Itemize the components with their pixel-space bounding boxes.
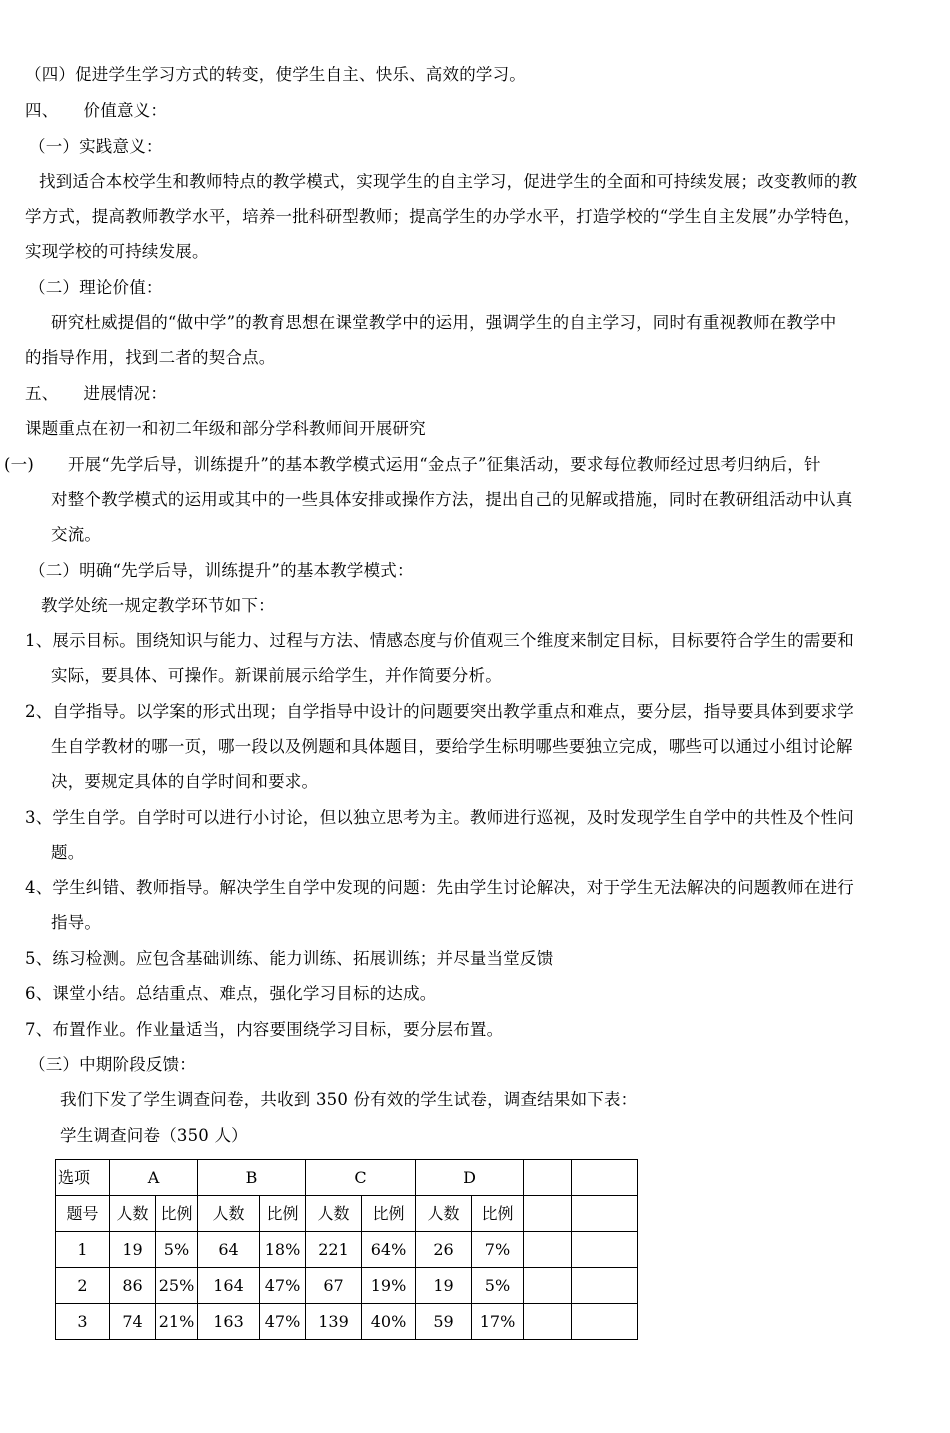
empty-cell <box>524 1160 572 1196</box>
table-cell: 21% <box>156 1304 198 1340</box>
text-line: 指导。 <box>51 913 102 932</box>
empty-cell <box>572 1304 638 1340</box>
table-cell: 3 <box>56 1304 110 1340</box>
list-item: 2、自学指导。以学案的形式出现；自学指导中设计的问题要突出教学重点和难点，要分层，指导要具体到要求学 <box>25 702 854 721</box>
table-cell: 5% <box>472 1268 524 1304</box>
empty-cell <box>524 1196 572 1232</box>
table-row <box>56 1304 638 1340</box>
table-cell: 25% <box>156 1268 198 1304</box>
table-cell: 19% <box>362 1268 416 1304</box>
section-heading: 五、 进展情况： <box>25 384 168 403</box>
text-line: 课题重点在初一和初二年级和部分学科教师间开展研究 <box>25 419 426 438</box>
subsection-heading: （二）理论价值： <box>29 278 163 297</box>
survey-table <box>55 1159 638 1340</box>
empty-cell <box>572 1160 638 1196</box>
empty-cell <box>524 1232 572 1268</box>
table-cell: 86 <box>110 1268 156 1304</box>
table-row <box>56 1268 638 1304</box>
table-cell: 40% <box>362 1304 416 1340</box>
section-heading: 四、 价值意义： <box>25 101 168 120</box>
table-cell: 1 <box>56 1232 110 1268</box>
subheader-cell: 比例 <box>260 1196 306 1232</box>
table-cell: 74 <box>110 1304 156 1340</box>
text-line: 找到适合本校学生和教师特点的教学模式，实现学生的自主学习，促进学生的全面和可持续发展；改变教师的教 <box>39 172 858 191</box>
subheader-cell: 比例 <box>472 1196 524 1232</box>
table-subheader-row <box>56 1196 638 1232</box>
empty-cell <box>572 1232 638 1268</box>
text-line: 我们下发了学生调查问卷，共收到 350 份有效的学生试卷，调查结果如下表： <box>60 1090 638 1109</box>
table-cell: 59 <box>416 1304 472 1340</box>
list-item: 7、布置作业。作业量适当，内容要围绕学习目标，要分层布置。 <box>25 1020 504 1039</box>
option-d-header: D <box>416 1160 524 1196</box>
text-line: 生自学教材的哪一页，哪一段以及例题和具体题目，要给学生标明哪些要独立完成，哪些可以通过小组讨论解 <box>51 737 853 756</box>
table-cell: 18% <box>260 1232 306 1268</box>
subheader-cell: 比例 <box>156 1196 198 1232</box>
subheader-cell: 人数 <box>198 1196 260 1232</box>
subheader-cell: 人数 <box>416 1196 472 1232</box>
table-cell: 47% <box>260 1304 306 1340</box>
text-line: 学方式，提高教师教学水平，培养一批科研型教师；提高学生的办学水平，打造学校的“学生自主发展”办学特色， <box>25 207 861 226</box>
subheader-cell: 题号 <box>56 1196 110 1232</box>
subheader-cell: 人数 <box>110 1196 156 1232</box>
table-cell: 19 <box>416 1268 472 1304</box>
subheader-cell: 人数 <box>306 1196 362 1232</box>
table-cell: 26 <box>416 1232 472 1268</box>
table-cell: 64% <box>362 1232 416 1268</box>
subsection-heading: （三）中期阶段反馈： <box>29 1055 196 1074</box>
text-line: 对整个教学模式的运用或其中的一些具体安排或操作方法，提出自己的见解或措施，同时在教研组活动中认真 <box>51 490 853 509</box>
list-item: 6、课堂小结。总结重点、难点，强化学习目标的达成。 <box>25 984 437 1003</box>
empty-cell <box>524 1268 572 1304</box>
table-cell: 221 <box>306 1232 362 1268</box>
text-line: 教学处统一规定教学环节如下： <box>41 596 275 615</box>
table-cell: 139 <box>306 1304 362 1340</box>
table-cell: 163 <box>198 1304 260 1340</box>
text-line: （四）促进学生学习方式的转变，使学生自主、快乐、高效的学习。 <box>25 65 526 84</box>
table-cell: 2 <box>56 1268 110 1304</box>
subheader-cell: 比例 <box>362 1196 416 1232</box>
table-row <box>56 1232 638 1268</box>
list-number: (一) <box>4 455 34 474</box>
table-cell: 64 <box>198 1232 260 1268</box>
subsection-heading: （二）明确“先学后导，训练提升”的基本教学模式： <box>29 561 414 580</box>
text-line: 开展“先学后导，训练提升”的基本教学模式运用“金点子”征集活动，要求每位教师经过思考归纳后，针 <box>68 455 821 474</box>
empty-cell <box>572 1268 638 1304</box>
subsection-heading: （一）实践意义： <box>29 137 163 156</box>
text-line: 的指导作用，找到二者的契合点。 <box>25 348 276 367</box>
option-b-header: B <box>198 1160 306 1196</box>
empty-cell <box>572 1196 638 1232</box>
list-item: 3、学生自学。自学时可以进行小讨论，但以独立思考为主。教师进行巡视，及时发现学生自学中的共性及个性问 <box>25 808 854 827</box>
table-caption: 学生调查问卷（350 人） <box>60 1126 248 1145</box>
text-line: 研究杜威提倡的“做中学”的教育思想在课堂教学中的运用，强调学生的自主学习，同时有重视教师在教学中 <box>51 313 837 332</box>
list-item: 5、练习检测。应包含基础训练、能力训练、拓展训练；并尽量当堂反馈 <box>25 949 554 968</box>
text-line: 实际，要具体、可操作。新课前展示给学生，并作简要分析。 <box>51 666 502 685</box>
table-header-row <box>56 1160 638 1196</box>
table-cell: 17% <box>472 1304 524 1340</box>
option-a-header: A <box>110 1160 198 1196</box>
table-cell: 164 <box>198 1268 260 1304</box>
text-line: 题。 <box>51 843 85 862</box>
table-cell: 7% <box>472 1232 524 1268</box>
table-cell: 19 <box>110 1232 156 1268</box>
options-header-cell: 选项 <box>56 1160 110 1196</box>
text-line: 交流。 <box>51 525 102 544</box>
list-item: 1、展示目标。围绕知识与能力、过程与方法、情感态度与价值观三个维度来制定目标，目标要符合学生的需要和 <box>25 631 854 650</box>
empty-cell <box>524 1304 572 1340</box>
option-c-header: C <box>306 1160 416 1196</box>
text-line: 决，要规定具体的自学时间和要求。 <box>51 772 319 791</box>
list-item: 4、学生纠错、教师指导。解决学生自学中发现的问题：先由学生讨论解决，对于学生无法解决的问题教师在进行 <box>25 878 854 897</box>
table-cell: 47% <box>260 1268 306 1304</box>
table-cell: 67 <box>306 1268 362 1304</box>
table-cell: 5% <box>156 1232 198 1268</box>
text-line: 实现学校的可持续发展。 <box>25 242 209 261</box>
